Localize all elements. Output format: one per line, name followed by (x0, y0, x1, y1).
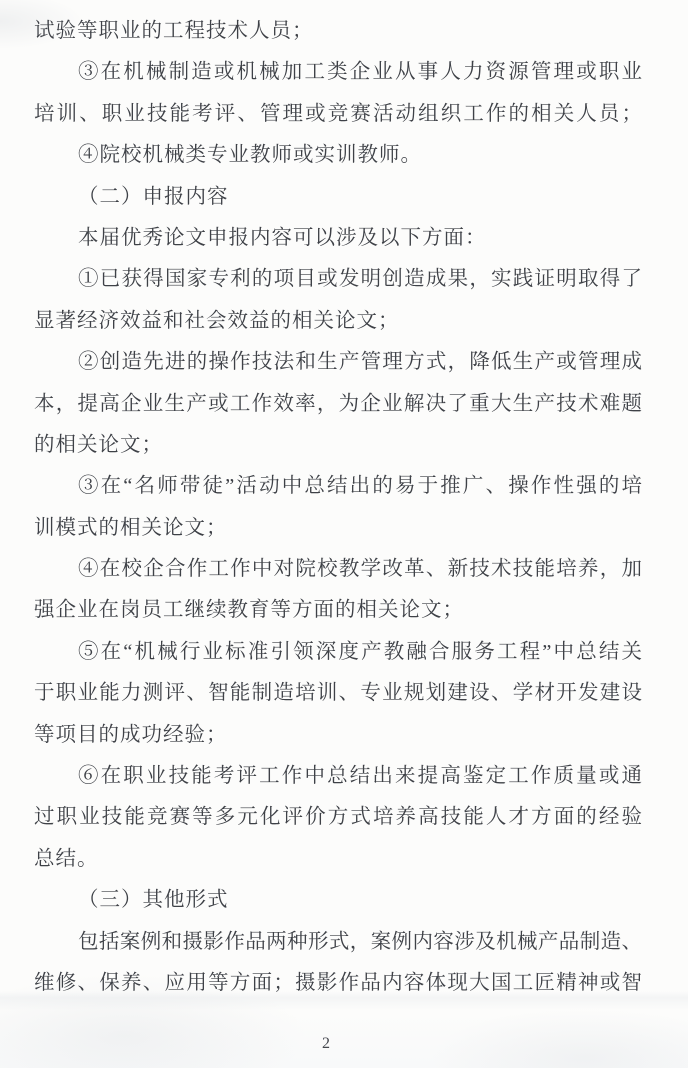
section-heading: （三）其他形式 (78, 889, 229, 912)
section-heading: （二）申报内容 (78, 185, 229, 208)
text-line: 培训、职业技能考评、管理或竞赛活动组织工作的相关人员； (34, 102, 642, 125)
text-line: 维修、保养、应用等方面；摄影作品内容体现大国工匠精神或智 (34, 971, 642, 994)
text-line: ③在“名师带徒”活动中总结出的易于推广、操作性强的培 (78, 475, 642, 498)
text-line: 包括案例和摄影作品两种形式，案例内容涉及机械产品制造、 (78, 930, 642, 953)
text-line: 的相关论文； (34, 433, 163, 456)
text-line: 训模式的相关论文； (34, 516, 228, 539)
text-line: 强企业在岗员工继续教育等方面的相关论文； (34, 599, 464, 622)
page-number: 2 (322, 1035, 330, 1053)
text-line: 过职业技能竞赛等多元化评价方式培养高技能人才方面的经验 (34, 806, 642, 829)
text-line: 等项目的成功经验； (34, 723, 228, 746)
text-line: ④在校企合作工作中对院校教学改革、新技术技能培养，加 (78, 558, 642, 581)
text-line: 本届优秀论文申报内容可以涉及以下方面： (78, 226, 487, 249)
text-line: ⑥在职业技能考评工作中总结出来提高鉴定工作质量或通 (78, 765, 642, 788)
text-line: ⑤在“机械行业标准引领深度产教融合服务工程”中总结关 (78, 640, 642, 663)
text-line: ②创造先进的操作技法和生产管理方式，降低生产或管理成 (78, 351, 642, 374)
text-line: 显著经济效益和社会效益的相关论文； (34, 309, 400, 332)
text-line: 总结。 (34, 847, 99, 870)
text-line: 本，提高企业生产或工作效率，为企业解决了重大生产技术难题 (34, 392, 642, 415)
text-line: ③在机械制造或机械加工类企业从事人力资源管理或职业 (78, 61, 642, 84)
text-line: 于职业能力测评、智能制造培训、专业规划建设、学材开发建设 (34, 682, 642, 705)
text-line: 试验等职业的工程技术人员； (34, 20, 314, 42)
text-line: ①已获得国家专利的项目或发明创造成果，实践证明取得了 (78, 268, 642, 291)
text-line: ④院校机械类专业教师或实训教师。 (78, 144, 422, 167)
